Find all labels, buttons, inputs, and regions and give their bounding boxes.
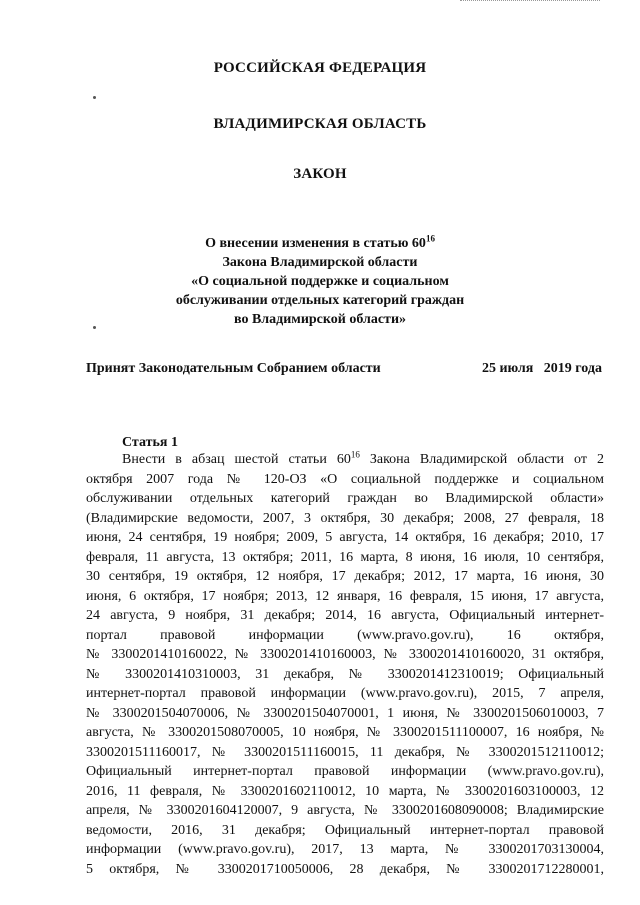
law-heading: ЗАКОН — [293, 166, 347, 182]
law-title — [150, 234, 490, 329]
article-line: 5 октября, № 3300201710050006, 28 декабря, № 3300201712280001, — [86, 861, 604, 877]
law-title-line-2: Закона Владимирской области — [222, 255, 418, 270]
article-line: № 3300201410160022, № 3300201410160003, № 3300201410160020, 31 октября, — [86, 647, 604, 662]
article-line: апреля, № 3300201604120007, 9 августа, № 3300201608090008; Владимирские — [86, 803, 604, 818]
article-lines — [86, 470, 604, 880]
law-title-line-3: «О социальной поддержке и социальном — [191, 274, 449, 289]
article-line: портал правовой информации (www.pravo.gov.ru), 16 октября, — [86, 627, 604, 643]
article-line: информации (www.pravo.gov.ru), 2017, 13 марта, № 3300201703130004, — [86, 842, 604, 857]
article-line: (Владимирские ведомости, 2007, 3 октября, 30 декабря; 2008, 27 февраля, 18 — [86, 510, 604, 526]
scan-artifact — [460, 0, 600, 4]
adoption-line — [86, 361, 602, 377]
article-line: февраля, 11 августа, 13 октября; 2011, 16 марта, 8 июня, 16 июля, 10 сентября, — [86, 549, 604, 565]
scan-artifact — [93, 326, 96, 329]
federation-heading: РОССИЙСКАЯ ФЕДЕРАЦИЯ — [213, 60, 427, 76]
article-line: июня, 24 сентября, 19 ноября; 2009, 5 августа, 14 октября, 16 декабря; 2010, 17 — [86, 530, 604, 545]
article-line: Официальный интернет-портал правовой информации (www.pravo.gov.ru), — [86, 764, 604, 779]
article-title: Статья 1 — [122, 435, 178, 450]
article-line: октября 2007 года № 120-ОЗ «О социальной поддержке и социальном — [86, 471, 604, 487]
law-title-line-4: обслуживании отдельных категорий граждан — [175, 293, 465, 308]
article-line: 24 августа, 9 ноября, 31 декабря; 2014, 16 августа, Официальный интернет- — [86, 608, 604, 623]
superscript: 16 — [425, 233, 435, 244]
article-line: 30 сентября, 19 октября, 12 ноября, 17 декабря; 2012, 17 марта, 16 июня, 30 — [86, 569, 604, 584]
article-line: № 3300201410310003, 31 декабря, № 3300201412310019; Официальный — [86, 666, 604, 682]
law-title-line-1: О внесении изменения в статью $60^{16}$ — [205, 233, 435, 251]
region-heading: ВЛАДИМИРСКАЯ ОБЛАСТЬ — [213, 116, 427, 132]
article-line: 3300201511160017, № 3300201511160015, 11 декабря, № 3300201512110012; — [86, 744, 604, 760]
superscript: 16 — [350, 450, 360, 460]
law-title-line-5: во Владимирской области» — [233, 312, 407, 327]
article-line: ведомости, 2016, 31 декабря; Официальный интернет-портал правовой — [86, 822, 604, 838]
scan-artifact — [93, 96, 96, 99]
article-line: Внести в абзац шестой статьи $60^{16}$ Закона Владимирской области от 2 — [122, 450, 604, 467]
adoption-body: Принят Законодательным Собранием области — [86, 361, 381, 376]
article-line: 2016, 11 февраля, № 3300201602110012, 10 марта, № 3300201603100003, 12 — [86, 783, 604, 799]
article-line: обслуживании отдельных категорий граждан во Владимирской области» — [86, 491, 604, 506]
article-line: интернет-портал правовой информации (www.pravo.gov.ru), 2015, 7 апреля, — [86, 686, 604, 701]
article-line: июня, 6 октября, 17 ноября; 2013, 12 января, 16 февраля, 15 июня, 17 августа, — [86, 588, 604, 604]
article-line: августа, № 3300201508070005, 10 ноября, № 3300201511100007, 16 ноября, № — [86, 725, 604, 740]
article-line: № 3300201504070006, № 3300201504070001, 1 июня, № 3300201506010003, 7 — [86, 705, 604, 721]
adoption-date: 25 июля 2019 года — [481, 361, 602, 376]
article-body — [86, 450, 604, 879]
